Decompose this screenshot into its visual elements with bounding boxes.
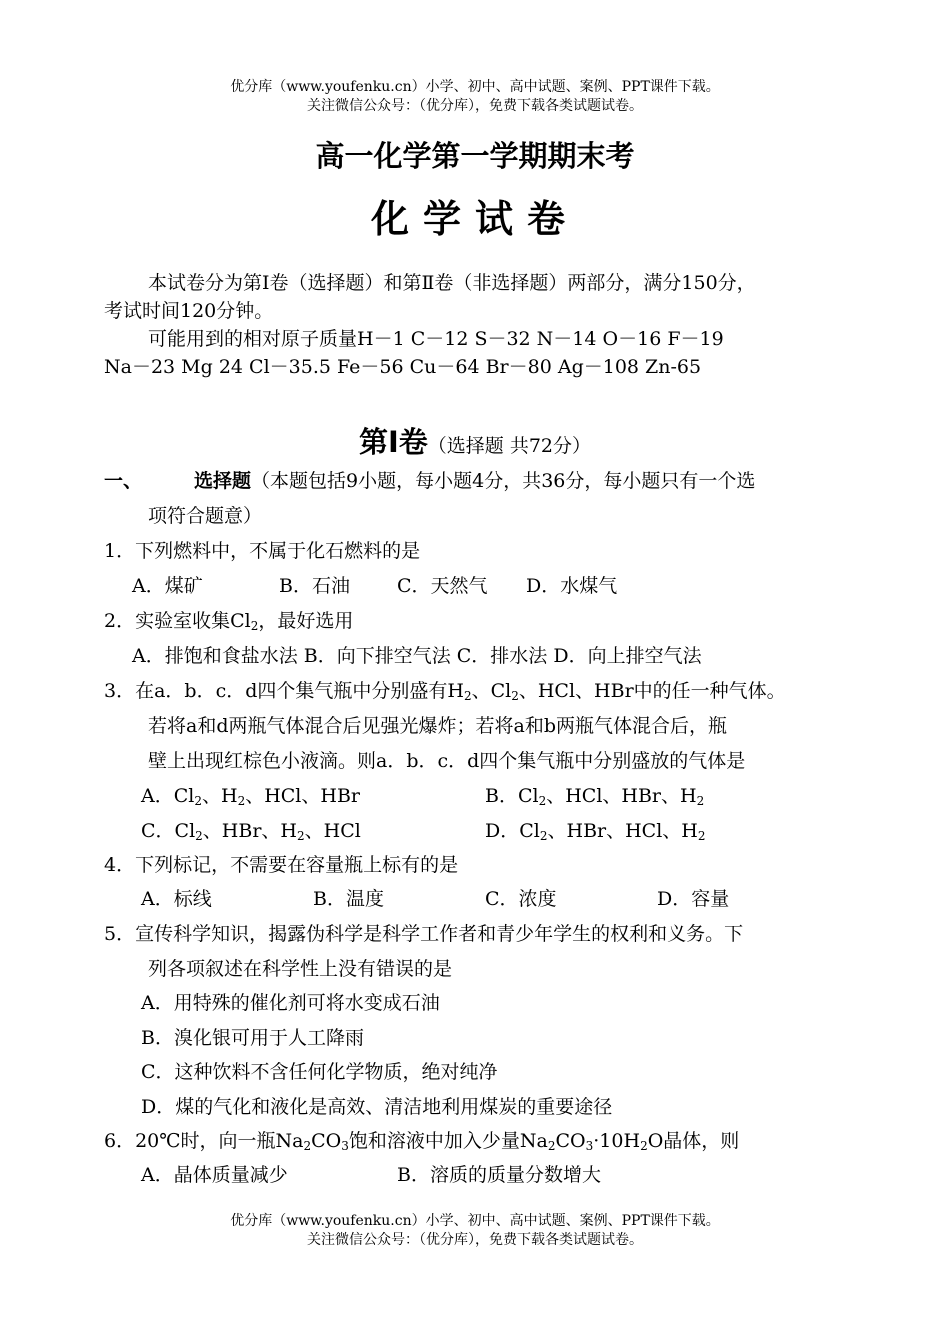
q3b-sub: 2 — [538, 794, 547, 808]
q3d-sub: 2 — [539, 829, 548, 843]
q5-option-c: C．这种饮料不含任何化学物质，绝对纯净 — [141, 1061, 498, 1083]
question-4-options — [141, 886, 729, 912]
q6-sub: 2 — [303, 1139, 312, 1153]
intro-line-1: 本试卷分为第Ⅰ卷（选择题）和第Ⅱ卷（非选择题）两部分，满分150分， — [148, 272, 756, 294]
part-title: 选择题 — [194, 470, 252, 492]
q6-text-1: 6．20℃时，向一瓶Na — [104, 1130, 304, 1152]
q3-option-a — [141, 783, 360, 809]
q2-stem-text: 2．实验室收集Cl — [104, 610, 251, 632]
header-line-2: 关注微信公众号：（优分库），免费下载各类试题试卷。 — [307, 98, 643, 114]
q6-sub: 2 — [547, 1139, 556, 1153]
q3c-sub: 2 — [195, 829, 203, 843]
q3a-sub: 2 — [237, 794, 246, 808]
question-3-stem-1 — [104, 678, 786, 704]
question-1-options — [132, 573, 617, 599]
question-5-stem-1: 5．宣传科学知识，揭露伪科学是科学工作者和青少年学生的权利和义务。下 — [104, 923, 744, 945]
q1-option-d: D．水煤气 — [526, 575, 618, 597]
footer-line-1: 优分库（www.youfenku.cn）小学、初中、高中试题、案例、PPT课件下载。 — [230, 1213, 720, 1229]
page-header — [0, 78, 950, 116]
q3-stem-end: 、HCl、HBr中的任一种气体。 — [518, 680, 786, 702]
q6-sub: 3 — [341, 1139, 349, 1153]
q6-sub: 3 — [585, 1139, 594, 1153]
q3d-sub: 2 — [697, 829, 706, 843]
exam-title: 高一化学第一学期期末考 — [315, 139, 635, 173]
q3-option-c — [141, 818, 361, 844]
q6-option-b: B．溶质的质量分数增大 — [397, 1164, 601, 1186]
q1-option-b: B．石油 — [279, 575, 350, 597]
q3-sub: 2 — [463, 689, 472, 703]
q5-option-a: A．用特殊的催化剂可将水变成石油 — [141, 992, 440, 1014]
question-4-stem: 4．下列标记，不需要在容量瓶上标有的是 — [104, 854, 459, 876]
part-number: 一、 — [104, 470, 143, 492]
intro-line-2: 考试时间120分钟。 — [104, 300, 274, 322]
q2-stem-end: ，最好选用 — [258, 610, 354, 632]
intro-line-4: Na－23 Mg 24 Cl－35.5 Fe－56 Cu－64 Br－80 Ag－108 Zn-65 — [104, 356, 702, 378]
part-heading — [104, 468, 755, 494]
question-3-stem-2: 若将a和d两瓶气体混合后见强光爆炸；若将a和b两瓶气体混合后，瓶 — [148, 715, 727, 737]
section-note: （选择题 共72分） — [427, 435, 591, 457]
q5-option-b: B．溴化银可用于人工降雨 — [141, 1027, 364, 1049]
question-6-stem — [104, 1128, 739, 1154]
question-2-options: A．排饱和食盐水法 B．向下排空气法 C．排水法 D．向上排空气法 — [132, 645, 702, 667]
q3-stem-text: 3．在a．b．c．d四个集气瓶中分别盛有H — [104, 680, 464, 702]
q3a-text: A．Cl — [141, 785, 195, 807]
q3d-text: D．Cl — [485, 820, 540, 842]
q1-option-c: C．天然气 — [397, 575, 488, 597]
q3b-text: B．Cl — [485, 785, 539, 807]
q4-option-d: D．容量 — [657, 888, 730, 910]
q5-option-d: D．煤的气化和液化是高效、清洁地利用煤炭的重要途径 — [141, 1096, 613, 1118]
part-description-cont: 项符合题意） — [148, 505, 263, 527]
q3-option-b — [485, 783, 704, 809]
question-5-stem-2: 列各项叙述在科学性上没有错误的是 — [148, 958, 453, 980]
q3-sub: 2 — [511, 689, 519, 703]
intro-line-3: 可能用到的相对原子质量H－1 C－12 S－32 N－14 O－16 F－19 — [148, 328, 724, 350]
q6-text-6: O晶体，则 — [647, 1130, 740, 1152]
q6-text-5: ·10H — [593, 1130, 641, 1152]
q6-text-3: 饱和溶液中加入少量Na — [348, 1130, 548, 1152]
q4-option-c: C．浓度 — [485, 888, 557, 910]
q3d-mid: 、HBr、HCl、H — [547, 820, 698, 842]
question-6-options — [141, 1162, 601, 1188]
q6-text-2: CO — [311, 1130, 342, 1152]
section-title: 第Ⅰ卷 — [358, 425, 428, 459]
footer-line-2: 关注微信公众号：（优分库），免费下载各类试题试卷。 — [307, 1232, 643, 1248]
q4-option-b: B．温度 — [313, 888, 384, 910]
q3b-sub: 2 — [696, 794, 705, 808]
q3c-sub: 2 — [296, 829, 305, 843]
q3c-text: C．Cl — [141, 820, 196, 842]
q3b-mid: 、HCl、HBr、H — [546, 785, 697, 807]
q3c-mid: 、HBr、H — [202, 820, 297, 842]
exam-subtitle: 化学试卷 — [370, 197, 579, 241]
q3c-end: 、HCl — [304, 820, 361, 842]
question-3-stem-3: 壁上出现红棕色小液滴。则a．b．c．d四个集气瓶中分别盛放的气体是 — [148, 750, 746, 772]
section-heading — [0, 420, 950, 461]
q4-option-a: A．标线 — [141, 888, 212, 910]
part-description: （本题包括9小题，每小题4分，共36分，每小题只有一个选 — [251, 470, 756, 492]
q3-option-d — [485, 818, 706, 844]
question-2-stem — [104, 608, 353, 634]
q3a-mid: 、H — [201, 785, 238, 807]
question-1-stem: 1．下列燃料中，不属于化石燃料的是 — [104, 540, 421, 562]
q2-subscript: 2 — [250, 619, 259, 633]
q3-stem-mid: 、Cl — [471, 680, 512, 702]
q6-option-a: A．晶体质量减少 — [141, 1164, 288, 1186]
q3a-end: 、HCl、HBr — [245, 785, 361, 807]
q1-option-a: A．煤矿 — [132, 575, 203, 597]
page-footer — [0, 1212, 950, 1250]
q6-text-4: CO — [555, 1130, 586, 1152]
header-line-1: 优分库（www.youfenku.cn）小学、初中、高中试题、案例、PPT课件下载。 — [230, 79, 720, 95]
q6-sub: 2 — [640, 1139, 648, 1153]
q3a-sub: 2 — [194, 794, 202, 808]
